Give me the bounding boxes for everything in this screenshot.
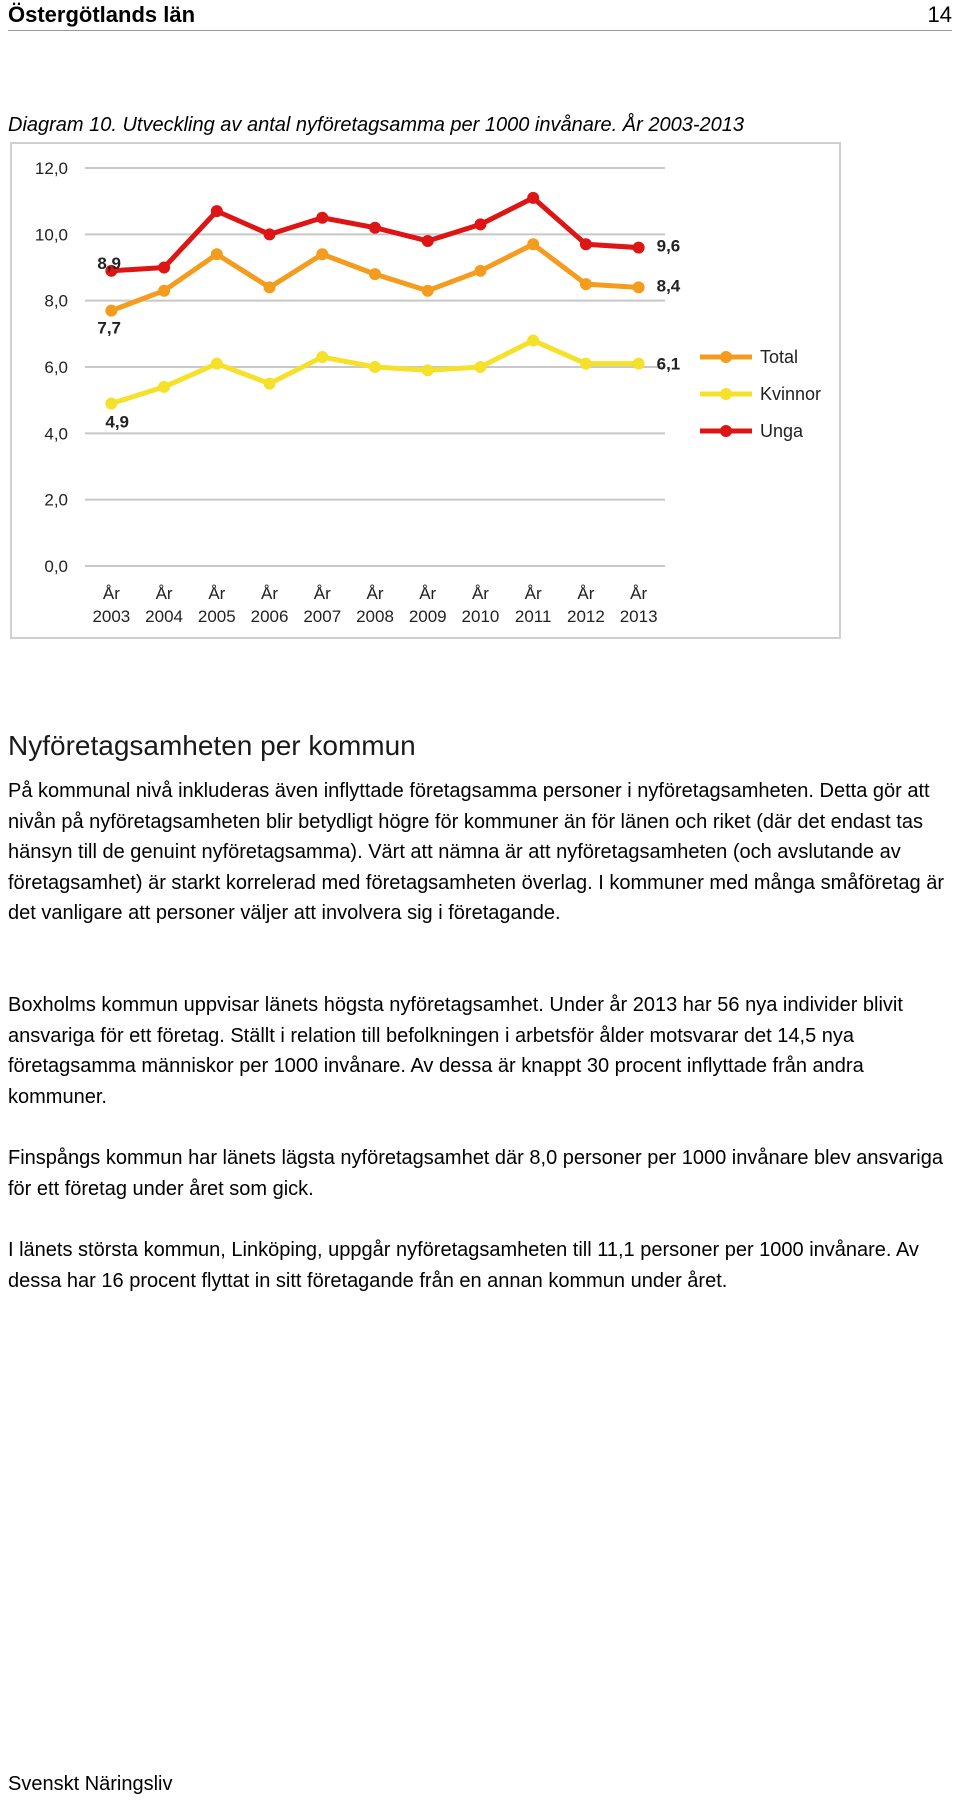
- y-tick-label: 4,0: [44, 424, 68, 444]
- x-tick-label: År: [524, 584, 542, 603]
- data-point: [422, 235, 434, 247]
- data-point: [105, 305, 117, 317]
- page-number: 14: [927, 2, 952, 27]
- paragraph-text: Finspångs kommun har länets lägsta nyföretagsamhet där 8,0 personer per 1000 invånare blev ansvariga för ett företag under året som gick.: [8, 1147, 943, 1200]
- y-tick-label: 6,0: [44, 358, 68, 377]
- data-point: [474, 265, 486, 277]
- data-point: [633, 242, 645, 254]
- data-point: [264, 378, 276, 390]
- data-point: [316, 212, 328, 224]
- data-label: 9,6: [656, 236, 681, 256]
- legend-label: Total: [760, 347, 799, 367]
- x-tick-label: 2005: [197, 607, 236, 626]
- data-point: [633, 281, 645, 293]
- data-point: [158, 262, 170, 274]
- data-label: 4,9: [105, 412, 130, 432]
- data-point: [316, 351, 328, 363]
- data-point: [369, 268, 381, 280]
- x-tick-label: 2006: [250, 607, 289, 626]
- x-tick-label: 2004: [145, 607, 184, 626]
- data-point: [422, 364, 434, 376]
- data-point: [633, 358, 645, 370]
- x-tick-label: År: [261, 584, 279, 603]
- x-tick-label: År: [366, 584, 384, 603]
- data-point: [580, 238, 592, 250]
- data-point: [474, 361, 486, 373]
- page-header: [8, 0, 952, 31]
- paragraph-2: [8, 990, 953, 1112]
- paragraph-text: I länets största kommun, Linköping, uppgår nyföretagsamheten till 11,1 personer per 1000 invånare. Av dessa har 16 procent flyttat in sitt företagande från en annan kommun under året.: [8, 1239, 919, 1292]
- data-label: 6,1: [656, 354, 681, 374]
- chart-caption: Diagram 10. Utveckling av antal nyföretagsamma per 1000 invånare. År 2003-2013: [8, 114, 744, 136]
- x-tick-label: År: [208, 584, 226, 603]
- legend-marker: [720, 388, 732, 400]
- legend-marker: [720, 425, 732, 437]
- data-point: [158, 381, 170, 393]
- data-point: [264, 281, 276, 293]
- x-tick-label: År: [419, 584, 437, 603]
- x-tick-label: 2009: [408, 607, 447, 626]
- data-point: [158, 285, 170, 297]
- legend-label: Kvinnor: [760, 384, 822, 404]
- chart-frame: [10, 142, 841, 639]
- data-point: [369, 361, 381, 373]
- x-tick-label: År: [630, 584, 648, 603]
- paragraph-4: [8, 1235, 953, 1296]
- section-title: Nyföretagsamheten per kommun: [8, 730, 416, 761]
- data-point: [474, 218, 486, 230]
- x-tick-label: År: [155, 584, 173, 603]
- data-point: [580, 278, 592, 290]
- paragraph-1: [8, 776, 953, 929]
- x-tick-label: 2013: [619, 607, 658, 626]
- data-label: 7,7: [97, 318, 122, 338]
- data-point: [422, 285, 434, 297]
- data-point: [369, 222, 381, 234]
- x-tick-label: 2011: [514, 607, 552, 626]
- data-point: [580, 358, 592, 370]
- x-tick-label: År: [577, 584, 595, 603]
- legend-marker: [720, 351, 732, 363]
- x-tick-label: 2007: [303, 607, 342, 626]
- page-footer: Svenskt Näringsliv: [8, 1773, 173, 1795]
- x-tick-label: 2010: [461, 607, 500, 626]
- y-tick-label: 8,0: [44, 291, 68, 311]
- data-point: [105, 397, 117, 409]
- x-tick-label: År: [313, 584, 331, 603]
- region-title: Östergötlands län: [8, 2, 196, 27]
- paragraph-text: Boxholms kommun uppvisar länets högsta nyföretagsamhet. Under år 2013 har 56 nya individer blivit ansvariga för ett företag. Ställt i relation till befolkningen i arbetsför ålder motsvarar det 14,5 nya företagsamma människor per 1000 invånare. Av dessa är knappt 30 procent inflyttade från andra kommuner.: [8, 994, 903, 1108]
- y-tick-label: 12,0: [34, 159, 68, 178]
- x-tick-label: 2008: [356, 607, 394, 626]
- data-point: [316, 248, 328, 260]
- legend-label: Unga: [760, 421, 804, 441]
- paragraph-3: [8, 1143, 953, 1204]
- data-point: [211, 358, 223, 370]
- y-tick-label: 0,0: [44, 557, 68, 576]
- data-point: [264, 228, 276, 240]
- y-tick-label: 10,0: [34, 225, 68, 245]
- data-point: [211, 205, 223, 217]
- x-tick-label: 2012: [566, 607, 605, 626]
- line-chart: [12, 144, 839, 637]
- data-point: [527, 238, 539, 250]
- y-tick-label: 2,0: [44, 490, 68, 510]
- x-tick-label: År: [471, 584, 489, 603]
- x-tick-label: År: [102, 584, 120, 603]
- data-point: [211, 248, 223, 260]
- data-point: [527, 192, 539, 204]
- x-tick-label: 2003: [92, 607, 131, 626]
- paragraph-text: På kommunal nivå inkluderas även inflyttade företagsamma personer i nyföretagsamheten. Detta gör att nivån på nyföretagsamheten blir betydligt högre för kommuner än för länen och riket (där det endast tas hänsyn till de genuint nyföretagsamma). Värt att nämna är att nyföretagsamheten (och avslutande av företagsamhet) är starkt korrelerad med företagsamheten överlag. I kommuner med många småföretag är det vanligare att personer väljer att involvera sig i företagande.: [8, 780, 944, 924]
- data-label: 8,9: [97, 253, 122, 273]
- data-label: 8,4: [656, 276, 681, 296]
- data-point: [527, 334, 539, 346]
